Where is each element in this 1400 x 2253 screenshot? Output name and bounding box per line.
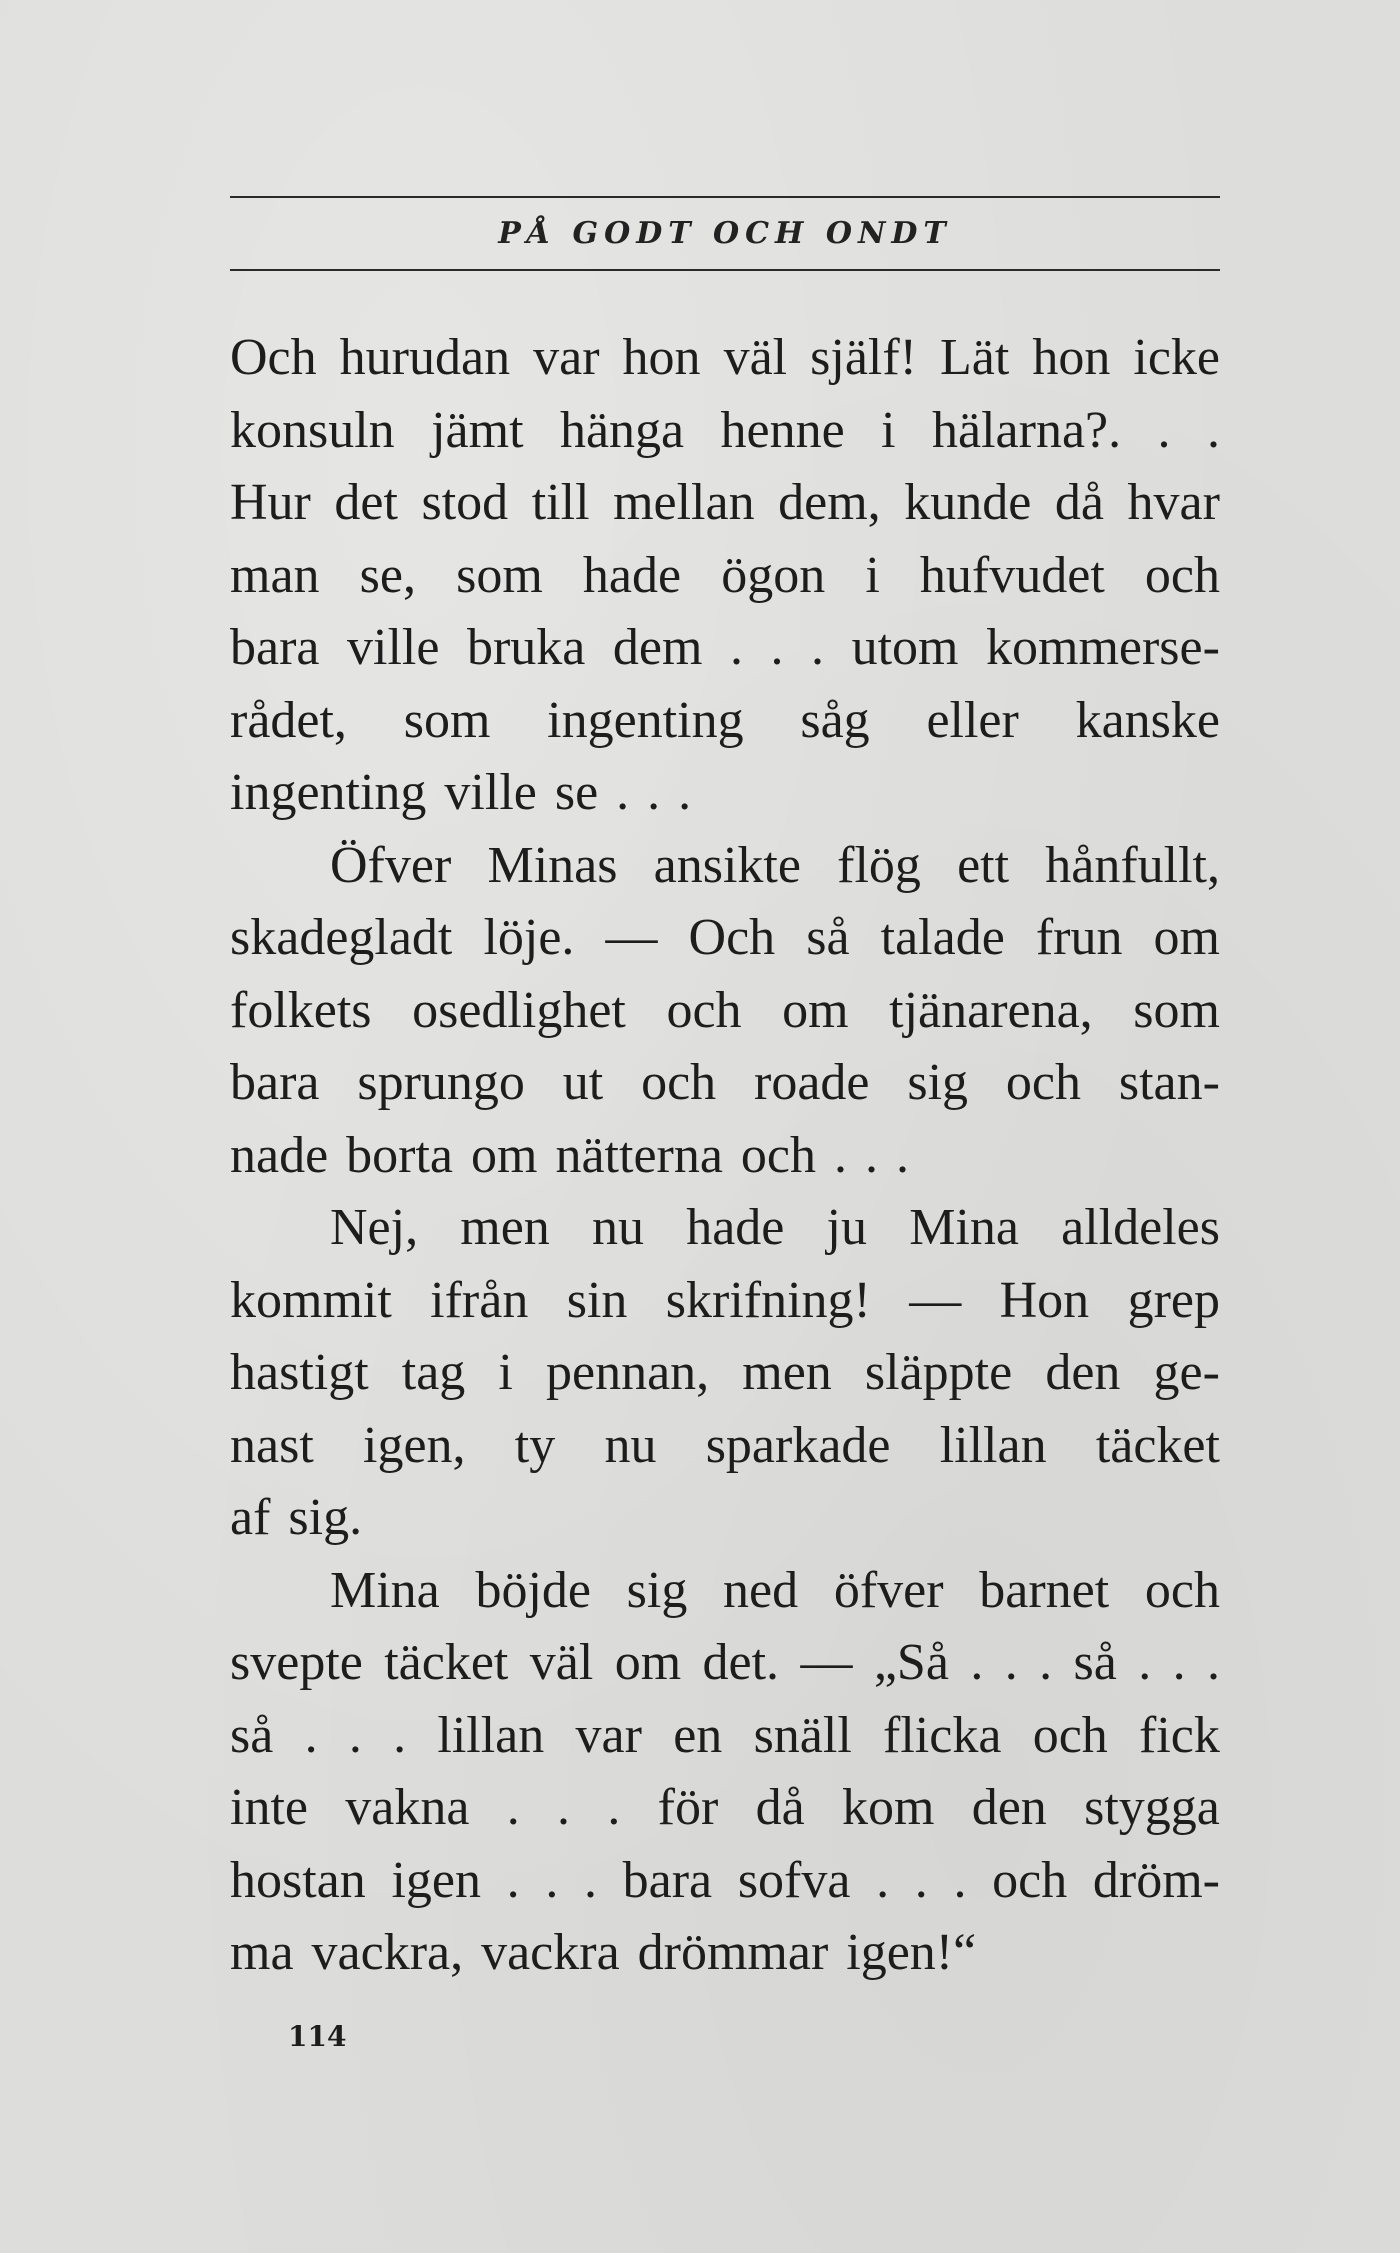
text-line: af sig. [230,1489,363,1546]
text-line: Mina böjde sig ned öfver barnet och [330,1561,1220,1619]
running-head: PÅ GODT OCH ONDT [498,216,952,251]
text-line: bara ville bruka dem . . . utom kommerse- [230,619,1220,676]
text-line: Öfver Minas ansikte flög ett hånfullt, [330,836,1220,894]
text-line: svepte täcket väl om det. — „Så . . . så . . . [230,1634,1220,1691]
page-number: 114 [288,2020,347,2053]
text-line: Hur det stod till mellan dem, kunde då hvar [230,474,1220,531]
text-line: ma vackra, vackra drömmar igen!“ [230,1924,977,1981]
text-line: konsuln jämt hänga henne i hälarna?. . . [230,401,1220,459]
text-line: nast igen, ty nu sparkade lillan täcket [230,1416,1220,1474]
text-line: bara sprungo ut och roade sig och stan- [230,1054,1220,1111]
body-text [230,322,1220,1990]
text-line: Och hurudan var hon väl själf! Lät hon icke [230,329,1220,386]
text-line: så . . . lillan var en snäll flicka och fick [230,1706,1220,1764]
text-line: inte vakna . . . för då kom den stygga [230,1779,1220,1836]
text-line: kommit ifrån sin skrifning! — Hon grep [230,1271,1220,1329]
text-line: rådet, som ingenting såg eller kanske [230,691,1220,749]
text-line: skadegladt löje. — Och så talade frun om [230,909,1220,966]
text-line: hostan igen . . . bara sofva . . . och dröm- [230,1851,1220,1909]
header-rule-top [230,196,1220,198]
text-line: Nej, men nu hade ju Mina alldeles [330,1199,1220,1256]
header-rule-bottom [230,269,1220,271]
text-line: ingenting ville se . . . [230,764,692,821]
text-line: nade borta om nätterna och . . . [230,1126,910,1184]
text-line: folkets osedlighet och om tjänarena, som [230,981,1220,1039]
text-line: hastigt tag i pennan, men släppte den ge- [230,1344,1220,1401]
text-line: man se, som hade ögon i hufvudet och [230,546,1220,604]
